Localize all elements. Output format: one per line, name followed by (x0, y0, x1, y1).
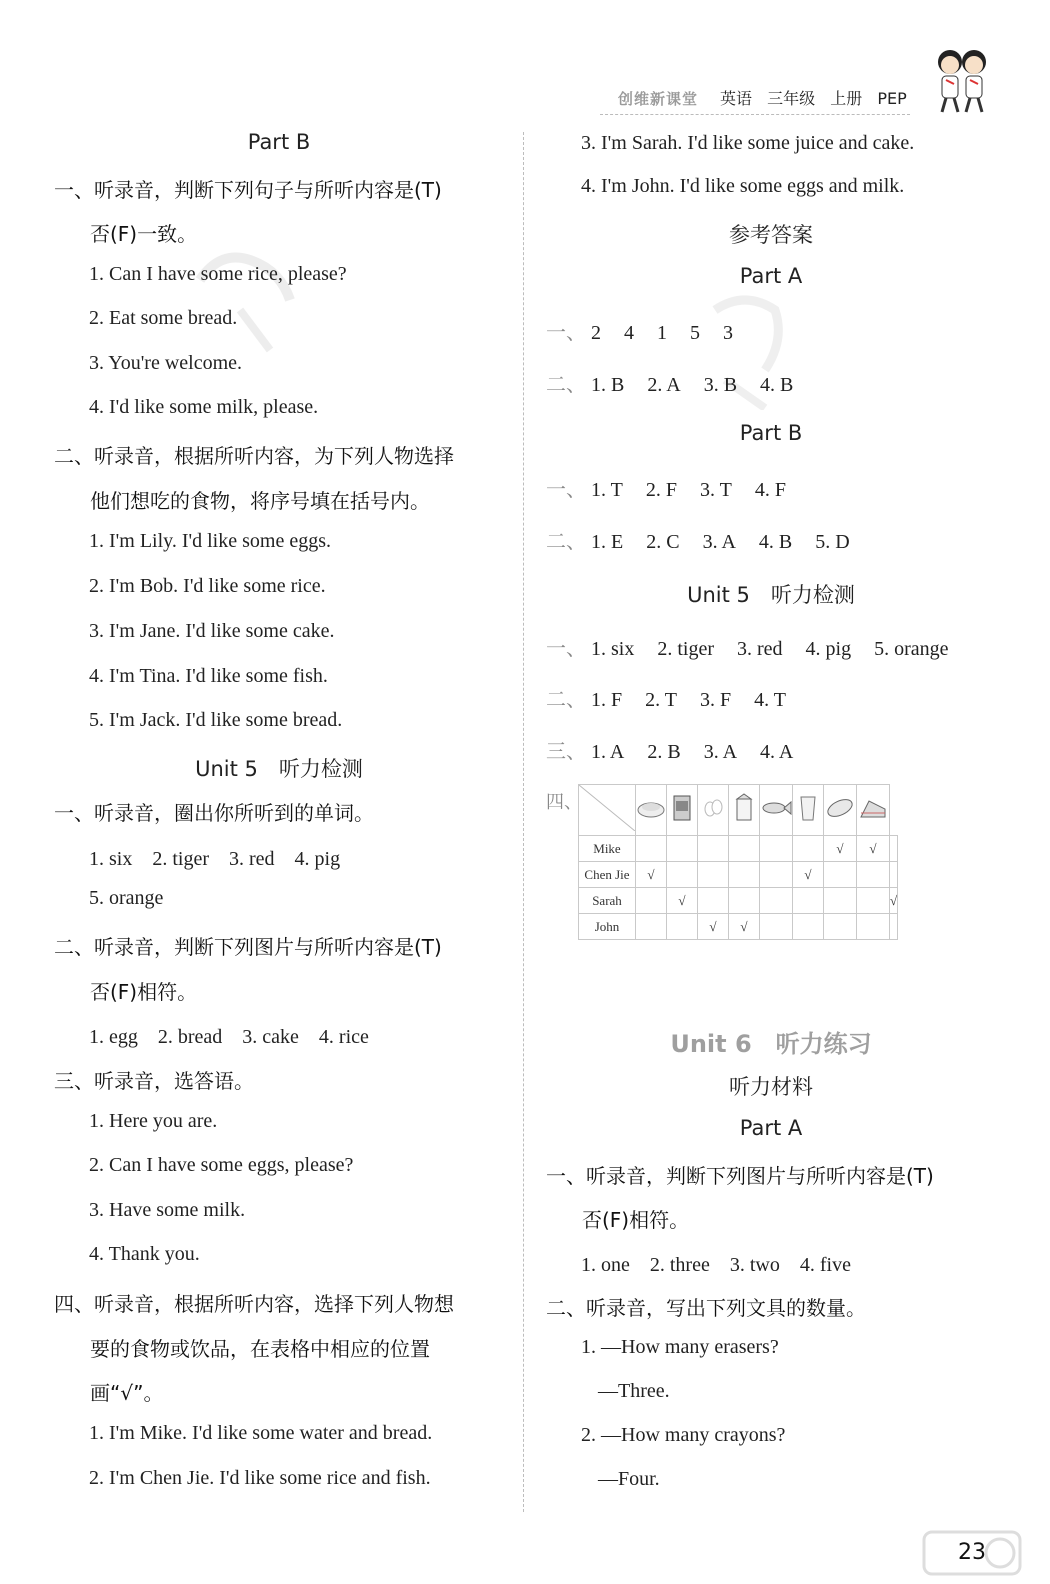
table-cell: √ (890, 888, 898, 914)
answer-value: 2. C (646, 531, 680, 553)
food-juice-icon (667, 785, 698, 836)
unit5-question-4-line3: 画“√”。 (90, 1381, 164, 1405)
answer-row (546, 368, 996, 397)
answer-value: 1. A (591, 741, 625, 763)
table-row (579, 836, 898, 862)
volume: 上册 (830, 89, 863, 108)
mascot-kids-icon (930, 44, 994, 116)
table-cell-name: Sarah (579, 888, 636, 914)
answer-table (578, 784, 898, 940)
unit5-question-4-line1: 四、听录音，根据所听内容，选择下列人物想 (54, 1292, 454, 1316)
food-bread-icon (824, 785, 857, 836)
question-1-line1: 一、听录音，判断下列句子与所听内容是(T) (54, 178, 442, 202)
answer-value: 4. T (754, 689, 786, 711)
answer-value: 4. B (758, 531, 793, 553)
question-2-line1: 二、听录音，根据所听内容，为下列人物选择 (54, 444, 454, 468)
list-item: 3. Have some milk. (89, 1199, 246, 1221)
answer-value: 3. A (702, 531, 736, 553)
watermark-stamp-icon (180, 240, 320, 360)
answer-label: 四、 (546, 792, 582, 813)
book-info (720, 86, 917, 109)
part-a-materials-title: Part A (739, 1116, 803, 1140)
answer-value: 4. B (760, 374, 794, 396)
list-item: 3. You're welcome. (89, 352, 243, 374)
table-cell (698, 862, 729, 888)
series-name: 创维新课堂 (618, 90, 699, 108)
list-item: 3. I'm Jane. I'd like some cake. (89, 620, 335, 642)
table-cell (824, 862, 857, 888)
edition: PEP (877, 89, 907, 108)
part-b-title: Part B (247, 130, 311, 154)
answer-value: 3. B (703, 374, 738, 396)
answers-title: 参考答案 (729, 223, 813, 247)
food-egg-icon (698, 785, 729, 836)
table-cell (760, 914, 793, 940)
answer-value: 5 (690, 322, 700, 344)
table-cell (667, 862, 698, 888)
page-number: 23 (958, 1540, 986, 1565)
unit-6-title: Unit 6 听力练习 (670, 1030, 872, 1058)
answer-row (546, 473, 996, 502)
table-cell (636, 836, 667, 862)
table-cell (890, 836, 898, 862)
table-cell (729, 862, 760, 888)
answer-value: 1. F (591, 689, 623, 711)
answer-row (546, 525, 996, 554)
unit6-question-1-line2: 否(F)相符。 (582, 1208, 690, 1232)
unit-5-answers-title: Unit 5 听力检测 (687, 583, 855, 607)
answer-value: 3. F (699, 689, 732, 711)
food-fish-icon (760, 785, 793, 836)
answer-value: 4. F (754, 479, 786, 501)
table-cell (824, 914, 857, 940)
site-watermark-icon (922, 1528, 1022, 1578)
list-item: 4. Thank you. (89, 1243, 200, 1265)
table-cell (857, 862, 890, 888)
answer-value: 2. F (645, 479, 677, 501)
table-cell: √ (793, 862, 824, 888)
answer-value: 1. T (591, 479, 623, 501)
list-item: 4. I'm John. I'd like some eggs and milk. (581, 175, 905, 197)
page-header (600, 84, 930, 114)
part-a-title: Part A (739, 264, 803, 288)
list-item: 4. I'd like some milk, please. (89, 396, 319, 418)
table-cell (793, 836, 824, 862)
grade: 三年级 (767, 89, 816, 108)
list-item: 2. —How many crayons? (581, 1424, 786, 1446)
answer-value: 3 (723, 322, 733, 344)
list-item: 2. I'm Bob. I'd like some rice. (89, 575, 326, 597)
answer-value: 5. D (815, 531, 850, 553)
table-cell (667, 914, 698, 940)
corner-cell (579, 785, 636, 836)
answer-row (546, 683, 996, 712)
answer-value: 2 (591, 322, 601, 344)
table-cell (760, 888, 793, 914)
table-cell (857, 914, 890, 940)
list-item: 1. I'm Mike. I'd like some water and bread. (89, 1422, 433, 1444)
column-divider (523, 132, 524, 1512)
table-cell (729, 836, 760, 862)
unit5-question-4-line2: 要的食物或饮品，在表格中相应的位置 (90, 1337, 430, 1361)
diagonal-line-icon (579, 785, 635, 831)
unit5-question-3: 三、听录音，选答语。 (54, 1069, 254, 1093)
table-cell (793, 888, 824, 914)
answer-value: 3. A (703, 741, 738, 763)
answer-row (546, 316, 996, 345)
list-item: 1. egg 2. bread 3. cake 4. rice (89, 1026, 369, 1048)
unit-5-title: Unit 5 听力检测 (195, 757, 363, 781)
list-item: 2. Can I have some eggs, please? (89, 1154, 354, 1176)
answer-label: 一、 (546, 636, 586, 660)
unit6-question-1-line1: 一、听录音，判断下列图片与所听内容是(T) (546, 1164, 934, 1188)
table-cell (890, 862, 898, 888)
unit5-question-2-line1: 二、听录音，判断下列图片与所听内容是(T) (54, 935, 442, 959)
table-cell: √ (667, 888, 698, 914)
answer-value: 3. T (699, 479, 732, 501)
table-cell: √ (857, 836, 890, 862)
table-row (579, 914, 898, 940)
answer-value: 3. red (737, 638, 783, 660)
list-item: 5. orange (89, 887, 164, 909)
list-item: 5. I'm Jack. I'd like some bread. (89, 709, 343, 731)
question-2-line2: 他们想吃的食物，将序号填在括号内。 (90, 489, 430, 513)
list-item: 1. —How many erasers? (581, 1336, 779, 1358)
materials-title: 听力材料 (729, 1075, 813, 1099)
list-item: 1. I'm Lily. I'd like some eggs. (89, 530, 331, 552)
answer-value: 2. T (645, 689, 677, 711)
list-item: 4. I'm Tina. I'd like some fish. (89, 665, 328, 687)
table-cell (760, 836, 793, 862)
list-item: 1. six 2. tiger 3. red 4. pig (89, 848, 341, 870)
table-cell (729, 888, 760, 914)
answer-value: 2. B (647, 741, 681, 763)
answer-value: 2. tiger (657, 638, 714, 660)
answer-value: 5. orange (874, 638, 949, 660)
answer-value: 4 (624, 322, 634, 344)
list-item: 1. Here you are. (89, 1110, 218, 1132)
food-cake-icon (857, 785, 890, 836)
answer-label: 二、 (546, 687, 586, 711)
table-header-row (579, 785, 898, 836)
header-rule (600, 114, 910, 115)
answer-row (546, 735, 996, 764)
subject: 英语 (720, 89, 753, 108)
table-cell (760, 862, 793, 888)
list-item: 1. Can I have some rice, please? (89, 263, 347, 285)
table-cell-name: Chen Jie (579, 862, 636, 888)
unit6-question-2: 二、听录音，写出下列文具的数量。 (546, 1296, 866, 1320)
table-cell (824, 888, 857, 914)
table-cell-name: Mike (579, 836, 636, 862)
table-cell (890, 914, 898, 940)
list-item: —Four. (598, 1468, 660, 1490)
answer-value: 1 (657, 322, 667, 344)
table-cell (667, 836, 698, 862)
table-row (579, 888, 898, 914)
table-cell (857, 888, 890, 914)
list-item: 2. Eat some bread. (89, 307, 238, 329)
answer-value: 1. six (591, 638, 635, 660)
table-cell: √ (636, 862, 667, 888)
answer-label: 二、 (546, 372, 586, 396)
answer-label: 一、 (546, 320, 586, 344)
table-row (579, 862, 898, 888)
unit5-question-1: 一、听录音，圈出你所听到的单词。 (54, 801, 374, 825)
table-cell: √ (729, 914, 760, 940)
answer-value: 4. A (760, 741, 794, 763)
table-cell (636, 914, 667, 940)
table-cell (636, 888, 667, 914)
unit5-question-2-line2: 否(F)相符。 (90, 980, 198, 1004)
list-item: 1. one 2. three 3. two 4. five (581, 1254, 851, 1276)
part-b-answers-title: Part B (739, 421, 803, 445)
answer-row (546, 632, 996, 661)
answer-value: 2. A (647, 374, 681, 396)
table-cell (698, 836, 729, 862)
table-cell-name: John (579, 914, 636, 940)
list-item: —Three. (598, 1380, 670, 1402)
question-1-line2: 否(F)一致。 (90, 222, 198, 246)
answer-value: 1. E (591, 531, 624, 553)
table-cell: √ (824, 836, 857, 862)
list-item: 2. I'm Chen Jie. I'd like some rice and fish. (89, 1467, 431, 1489)
food-milk-icon (729, 785, 760, 836)
answer-label: 三、 (546, 739, 586, 763)
table-cell (793, 914, 824, 940)
table-cell (698, 888, 729, 914)
list-item: 3. I'm Sarah. I'd like some juice and cake. (581, 132, 915, 154)
food-water-icon (793, 785, 824, 836)
answer-value: 1. B (591, 374, 625, 396)
food-rice-icon (636, 785, 667, 836)
table-cell: √ (698, 914, 729, 940)
answer-value: 4. pig (805, 638, 852, 660)
answer-label: 二、 (546, 529, 586, 553)
answer-label: 一、 (546, 477, 586, 501)
